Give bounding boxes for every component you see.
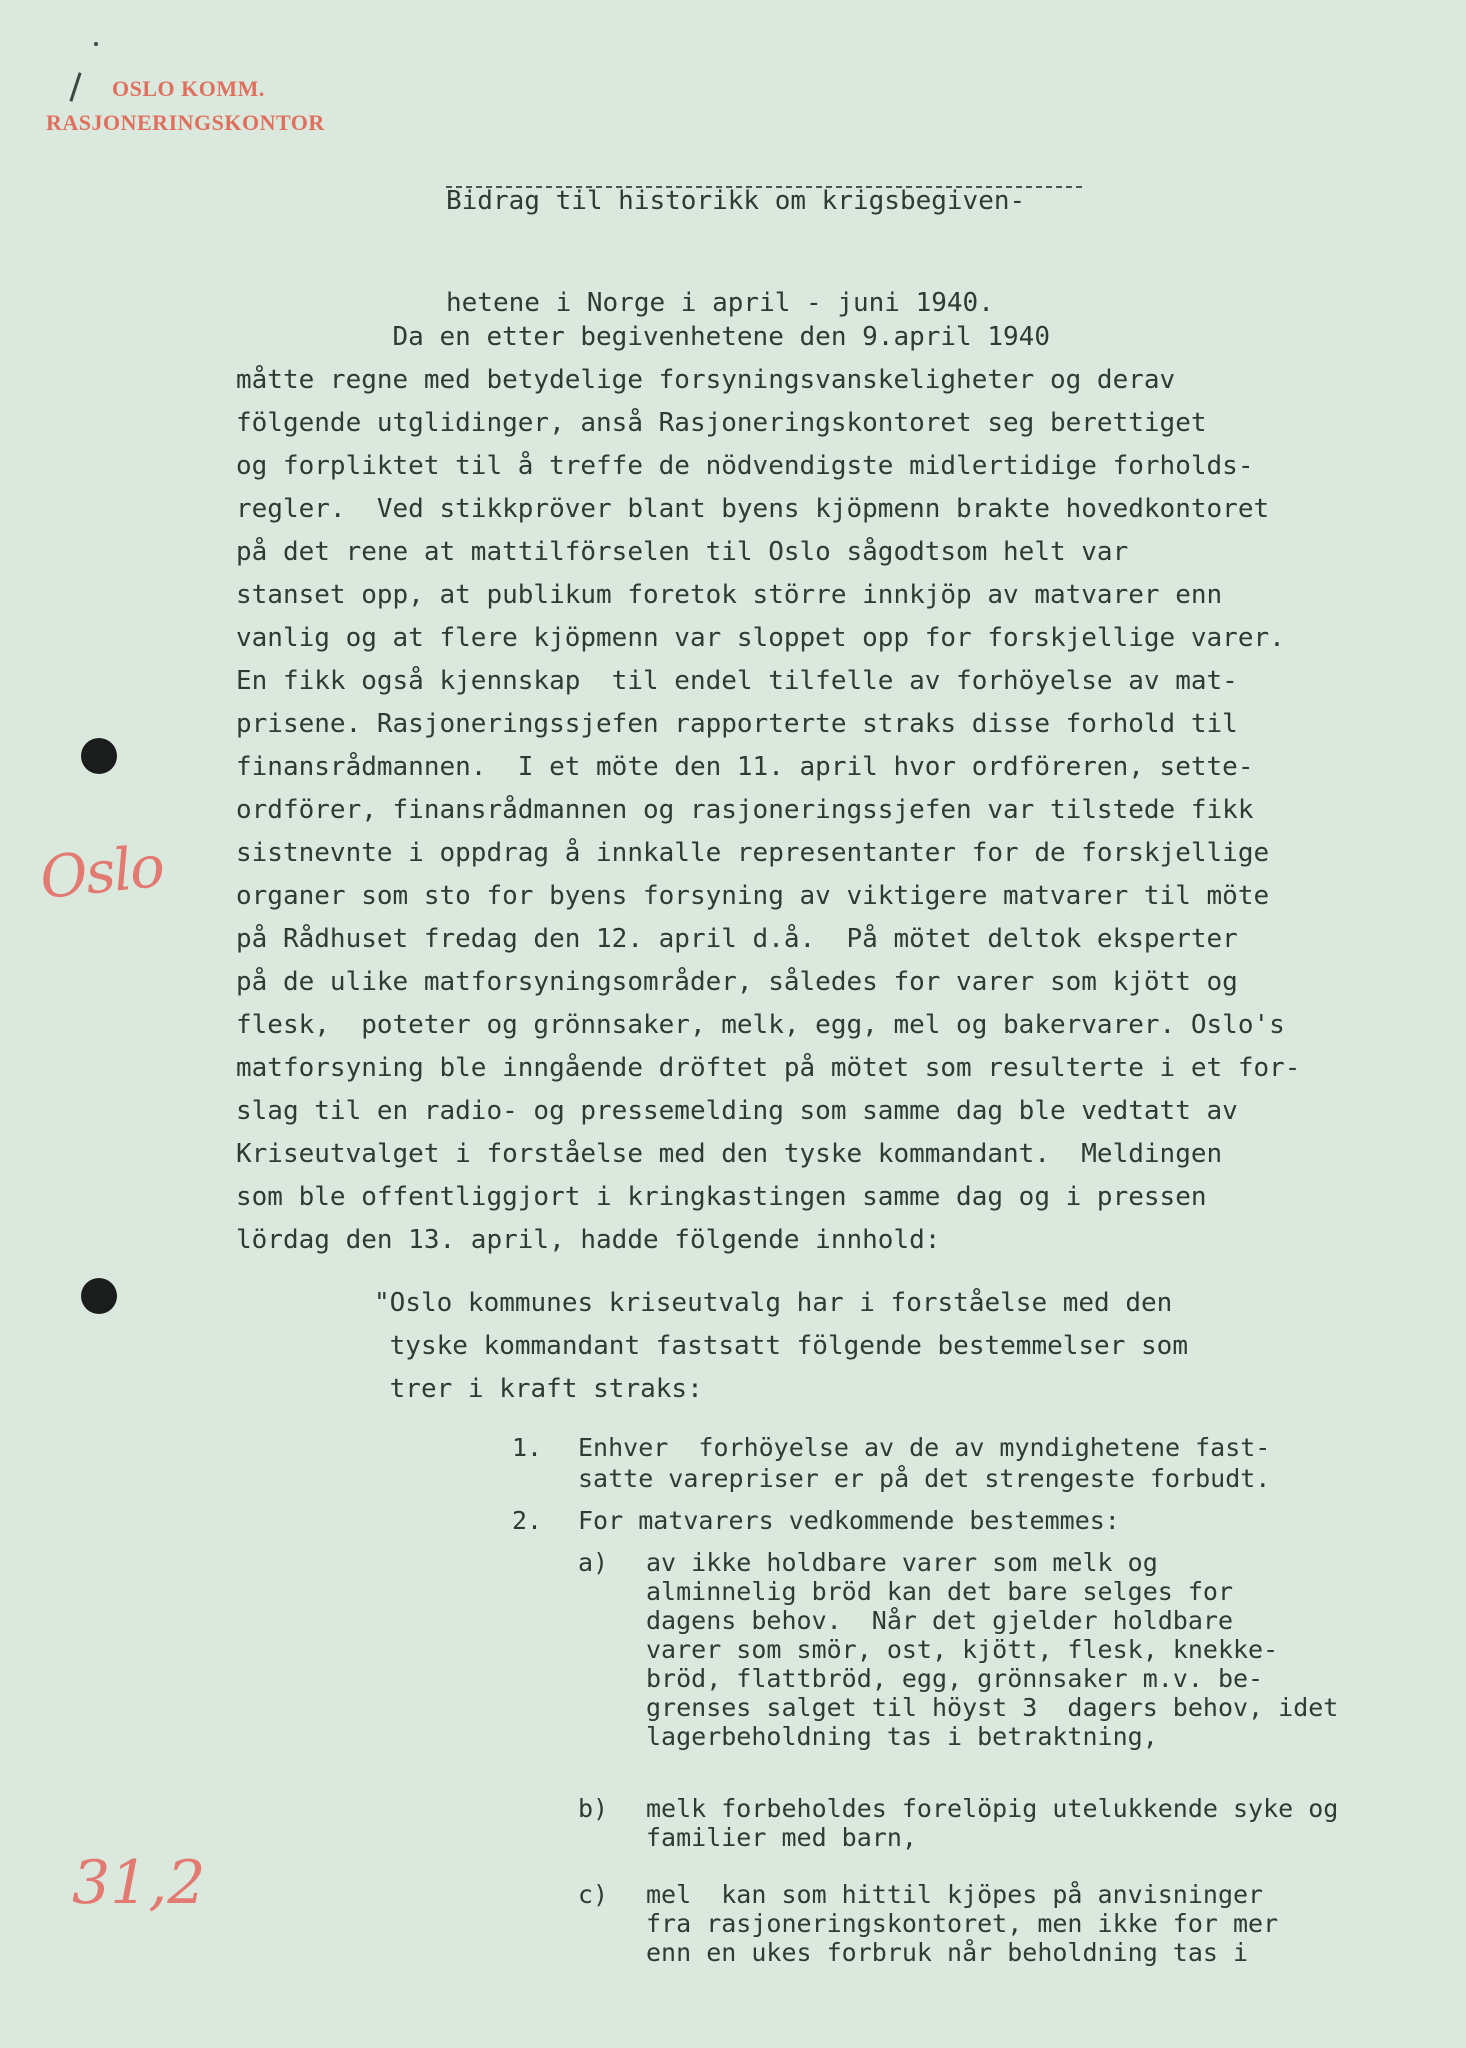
subitem-line: alminnelig bröd kan det bare selges for — [646, 1577, 1233, 1606]
quote-line: tyske kommandant fastsatt fölgende bestemmelser som — [374, 1331, 1188, 1361]
body-line: prisene. Rasjoneringssjefen rapporterte straks disse forhold til — [236, 709, 1238, 739]
body-line: flesk, poteter og grönnsaker, melk, egg, mel og bakervarer. Oslo's — [236, 1010, 1285, 1040]
quote-line: trer i kraft straks: — [374, 1374, 703, 1404]
body-line: sistnevnte i oppdrag å innkalle representanter for de forskjellige — [236, 838, 1270, 868]
body-line: stanset opp, at publikum foretok större innkjöp av matvarer enn — [236, 580, 1223, 610]
body-line: regler. Ved stikkpröver blant byens kjöpmenn brakte hovedkontoret — [236, 494, 1270, 524]
subitem-letter: c) — [578, 1880, 609, 1909]
ink-mark — [94, 42, 98, 46]
heading-underline — [446, 186, 1082, 188]
body-line: på de ulike matforsyningsområder, således for varer som kjött og — [236, 967, 1238, 997]
quote-line: "Oslo kommunes kriseutvalg har i forståelse med den — [374, 1288, 1173, 1318]
subitem-line: fra rasjoneringskontoret, men ikke for mer — [646, 1909, 1279, 1938]
subitem-line: familier med barn, — [646, 1823, 917, 1852]
ink-tick — [69, 72, 81, 101]
subitem-line: mel kan som hittil kjöpes på anvisninger — [646, 1880, 1264, 1909]
handwritten-place: Oslo — [36, 831, 167, 913]
body-line: og forpliktet til å treffe de nödvendigste midlertidige forholds- — [236, 451, 1254, 481]
body-line: lördag den 13. april, hadde fölgende innhold: — [236, 1225, 941, 1255]
body-line: som ble offentliggjort i kringkastingen samme dag og i pressen — [236, 1182, 1207, 1212]
subitem-letter: b) — [578, 1794, 609, 1823]
subitem-line: bröd, flattbröd, egg, grönnsaker m.v. be- — [646, 1664, 1264, 1693]
body-line: organer som sto for byens forsyning av viktigere matvarer til möte — [236, 881, 1270, 911]
body-line: Kriseutvalget i forståelse med den tyske kommandant. Meldingen — [236, 1139, 1223, 1169]
subitem-letter: a) — [578, 1548, 609, 1577]
body-line: vanlig og at flere kjöpmenn var sloppet opp for forskjellige varer. — [236, 623, 1285, 653]
subitem-line: lagerbeholdning tas i betraktning, — [646, 1722, 1158, 1751]
subitem-line: enn en ukes forbruk når beholdning tas i — [646, 1938, 1249, 1967]
subitem-line: av ikke holdbare varer som melk og — [646, 1548, 1158, 1577]
body-line: slag til en radio- og pressemelding som samme dag ble vedtatt av — [236, 1096, 1238, 1126]
subitem-line: varer som smör, ost, kjött, flesk, knekke- — [646, 1635, 1279, 1664]
punch-hole-top — [81, 738, 117, 774]
item-number: 1. — [512, 1433, 543, 1462]
body-line: matforsyning ble inngående dröftet på mötet som resulterte i et for- — [236, 1053, 1301, 1083]
subitem-line: grenses salget til höyst 3 dagers behov, idet — [646, 1693, 1339, 1722]
body-line: fölgende utglidinger, anså Rasjoneringskontoret seg berettiget — [236, 408, 1207, 438]
item-line: Enhver forhöyelse av de av myndighetene fast- — [578, 1433, 1271, 1462]
heading-line: hetene i Norge i april - juni 1940. — [446, 288, 994, 318]
heading-line: Bidrag til historikk om krigsbegiven- — [446, 186, 1026, 216]
body-line: på Rådhuset fredag den 12. april d.å. På mötet deltok eksperter — [236, 924, 1238, 954]
subitem-line: melk forbeholdes forelöpig utelukkende syke og — [646, 1794, 1339, 1823]
stamp-line-2: RASJONERINGSKONTOR — [46, 110, 325, 135]
item-line: For matvarers vedkommende bestemmes: — [578, 1506, 1120, 1535]
subitem-line: dagens behov. Når det gjelder holdbare — [646, 1606, 1233, 1635]
punch-hole-bottom — [81, 1278, 117, 1314]
body-line: En fikk også kjennskap til endel tilfelle av forhöyelse av mat- — [236, 666, 1238, 696]
body-line: på det rene at mattilförselen til Oslo sågodtsom helt var — [236, 537, 1129, 567]
item-line: satte varepriser er på det strengeste forbudt. — [578, 1464, 1271, 1493]
body-line: Da en etter begivenhetene den 9.april 1940 — [236, 322, 1050, 352]
body-line: måtte regne med betydelige forsyningsvanskeligheter og derav — [236, 365, 1176, 395]
stamp-line-1: OSLO KOMM. — [112, 76, 265, 101]
item-number: 2. — [512, 1506, 543, 1535]
body-line: ordförer, finansrådmannen og rasjoneringssjefen var tilstede fikk — [236, 795, 1254, 825]
body-line: finansrådmannen. I et möte den 11. april hvor ordföreren, sette- — [236, 752, 1254, 782]
handwritten-number: 31,2 — [72, 1848, 206, 1918]
